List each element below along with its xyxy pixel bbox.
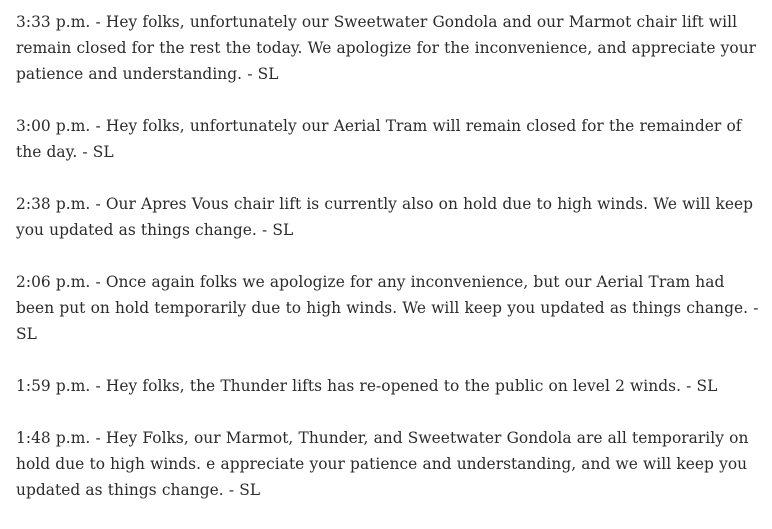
update-entry: 2:06 p.m. - Once again folks we apologize for any inconvenience, but our Aerial Tram had been put on hold temporarily due to high winds. We will keep you updated as things change. - SL bbox=[16, 273, 759, 343]
update-entry: 1:48 p.m. - Hey Folks, our Marmot, Thunder, and Sweetwater Gondola are all temporarily on hold due to high winds. e appreciate your patience and understanding, and we will keep you updated as things change. - SL bbox=[16, 429, 749, 499]
update-entry: 2:38 p.m. - Our Apres Vous chair lift is currently also on hold due to high winds. We will keep you updated as things change. - SL bbox=[16, 195, 754, 239]
update-entry: 3:00 p.m. - Hey folks, unfortunately our Aerial Tram will remain closed for the remainder of the day. - SL bbox=[16, 117, 742, 161]
update-entry: 3:33 p.m. - Hey folks, unfortunately our Sweetwater Gondola and our Marmot chair lift will remain closed for the rest the today. We apologize for the inconvenience, and appreciate your patience and understanding. - SL bbox=[16, 13, 757, 83]
lift-status-updates bbox=[16, 9, 764, 529]
update-entry: 1:59 p.m. - Hey folks, the Thunder lifts has re-opened to the public on level 2 winds. - SL bbox=[16, 377, 718, 395]
